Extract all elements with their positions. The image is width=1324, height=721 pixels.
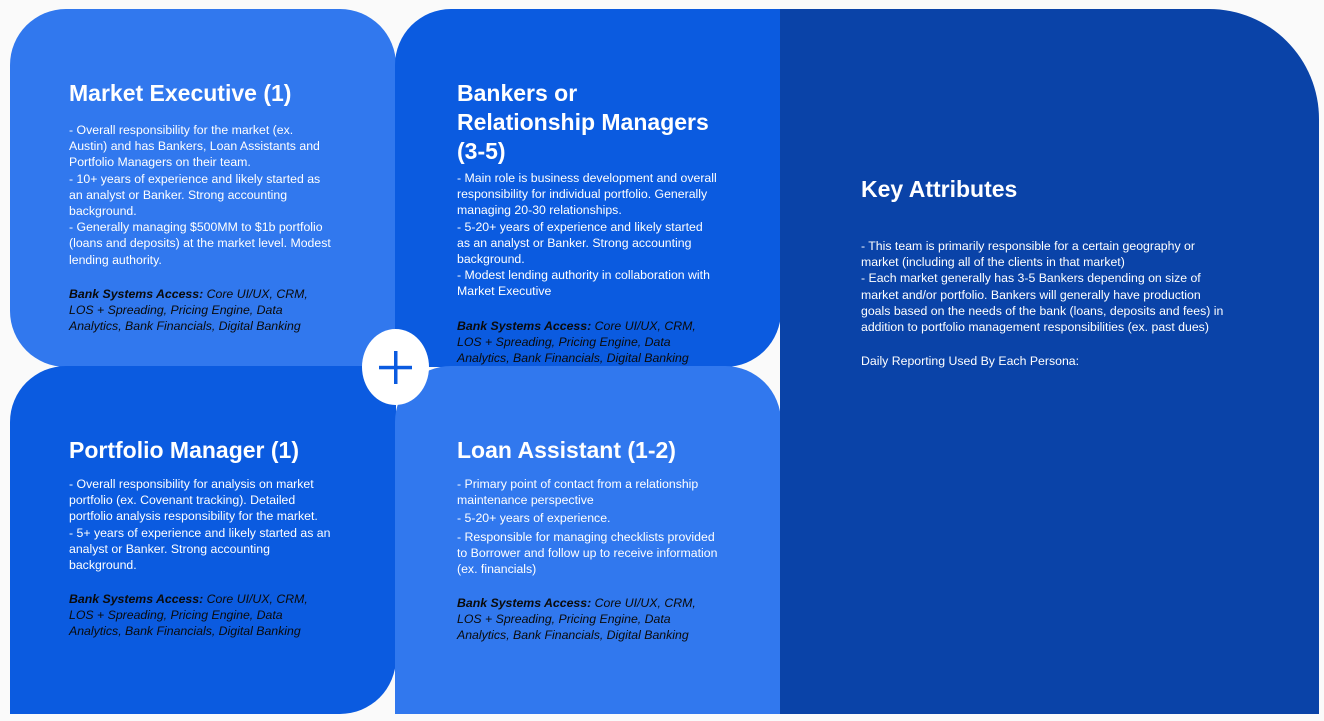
plus-connector — [362, 329, 429, 405]
bankers-systems-access — [457, 318, 719, 366]
systems-access-label: Bank Systems Access: — [457, 596, 592, 611]
bullet: - Primary point of contact from a relationship maintenance perspective — [457, 477, 699, 508]
market-executive-content — [69, 79, 331, 334]
portfolio-manager-content — [69, 436, 331, 639]
bullet: - Responsible for managing checklists provided to Borrower and follow up to receive information (ex. financials) — [457, 529, 718, 577]
loan-assistant-card — [395, 366, 781, 714]
market-executive-title: Market Executive (1) — [69, 80, 292, 106]
systems-access-label: Bank Systems Access: — [457, 318, 592, 333]
systems-access-text: Core UI/UX, CRM, LOS + Spreading, Pricing Engine, Data Analytics, Bank Financials, Digital Banking — [69, 592, 308, 639]
bankers-title: Bankers or Relationship Managers (3-5) — [457, 80, 709, 164]
systems-access-label: Bank Systems Access: — [69, 592, 204, 607]
bullet: - 5+ years of experience and likely started as an analyst or Banker. Strong accounting background. — [69, 525, 331, 573]
bullet: - Overall responsibility for the market (ex. Austin) and has Bankers, Loan Assistants and Portfolio Managers on their team. — [69, 123, 320, 170]
portfolio-manager-bullets — [69, 476, 331, 573]
bankers-bullets — [457, 170, 719, 300]
market-executive-bullets — [69, 122, 331, 268]
systems-access-text: Core UI/UX, CRM, LOS + Spreading, Pricing Engine, Data Analytics, Bank Financials, Digital Banking — [69, 286, 308, 333]
portfolio-manager-card — [10, 366, 396, 714]
bullet: - Generally managing $500MM to $1b portfolio (loans and deposits) at the market level. Modest lending authority. — [69, 220, 331, 267]
bullet: - Each market generally has 3-5 Bankers depending on size of market and/or portfolio. Bankers will generally have production goals based on the needs of the bank (loans, deposits and fees) in addition to portfolio management responsibilities (ex. past dues) — [861, 271, 1224, 335]
bullet: - 10+ years of experience and likely started as an analyst or Banker. Strong accounting background. — [69, 171, 321, 219]
loan-assistant-title: Loan Assistant (1-2) — [457, 437, 676, 463]
systems-access-text: Core UI/UX, CRM, LOS + Spreading, Pricing Engine, Data Analytics, Bank Financials, Digital Banking — [457, 596, 696, 643]
portfolio-manager-title: Portfolio Manager (1) — [69, 437, 300, 463]
key-attributes-title: Key Attributes — [861, 176, 1018, 202]
market-executive-systems-access — [69, 286, 331, 334]
key-attributes-content — [861, 175, 1231, 369]
daily-reporting-label: Daily Reporting Used By Each Persona: — [861, 354, 1080, 369]
market-executive-card — [10, 9, 396, 367]
bullet: - 5-20+ years of experience. — [457, 511, 611, 526]
plus-icon — [379, 351, 412, 384]
bullet: - This team is primarily responsible for a certain geography or market (including all of the clients in that market) — [861, 239, 1195, 270]
portfolio-manager-systems-access — [69, 591, 331, 639]
bullet: - 5-20+ years of experience and likely started as an analyst or Banker. Strong accounting background. — [457, 219, 703, 267]
key-attributes-card — [780, 9, 1319, 714]
bullet: - Main role is business development and overall responsibility for individual portfolio. Generally managing 20-30 relationships. — [457, 171, 717, 218]
key-attributes-bullets — [861, 238, 1231, 335]
loan-assistant-bullets — [457, 476, 719, 577]
loan-assistant-systems-access — [457, 595, 719, 643]
loan-assistant-content — [457, 436, 719, 643]
systems-access-text: Core UI/UX, CRM, LOS + Spreading, Pricing Engine, Data Analytics, Bank Financials, Digital Banking — [457, 318, 696, 365]
systems-access-label: Bank Systems Access: — [69, 286, 204, 301]
bullet: - Modest lending authority in collaboration with Market Executive — [457, 268, 710, 299]
bankers-card — [395, 9, 781, 367]
bankers-content — [457, 79, 719, 366]
bullet: - Overall responsibility for analysis on market portfolio (ex. Covenant tracking). Detailed portfolio analysis responsibility for the market. — [69, 477, 318, 524]
